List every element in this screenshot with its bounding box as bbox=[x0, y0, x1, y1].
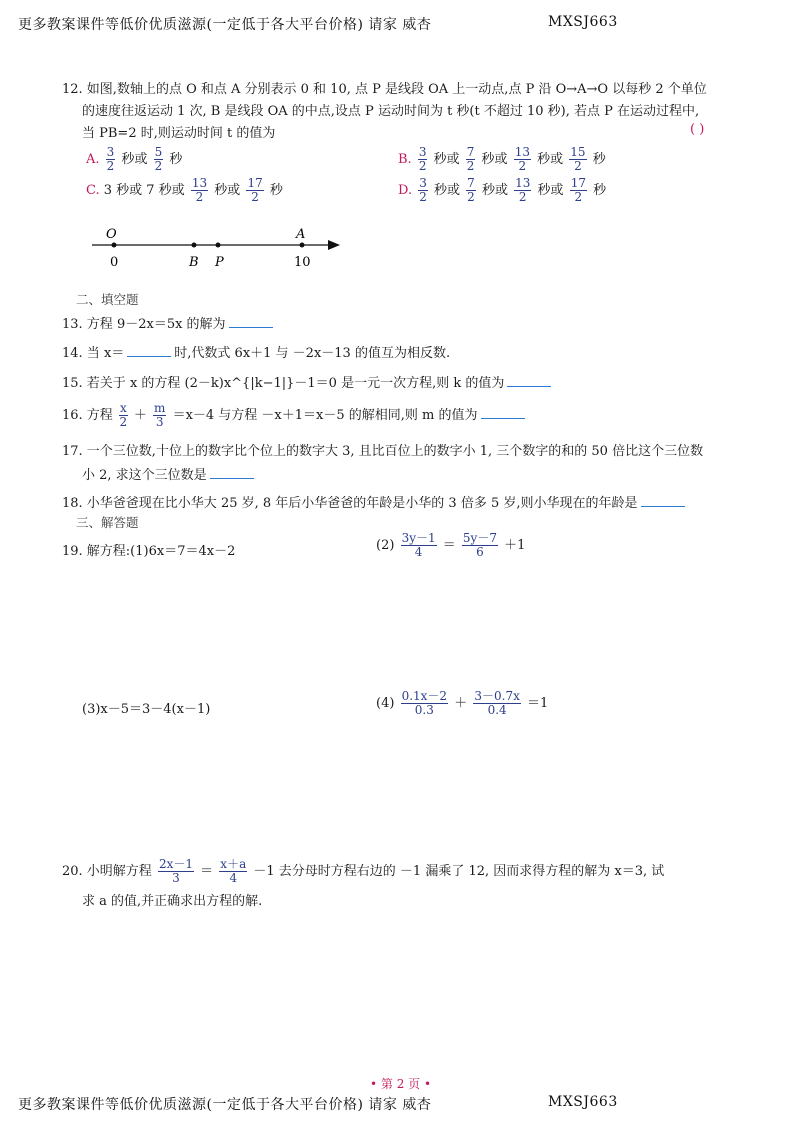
fraction: $\frac{m}{3}$ bbox=[154, 401, 166, 429]
option-c-label: C. bbox=[86, 183, 100, 198]
fraction: $\frac{x}{2}$ bbox=[119, 401, 128, 429]
point-a bbox=[300, 243, 305, 248]
q19-part3: (3)x－5＝3－4(x－1) bbox=[82, 702, 211, 717]
header-code: MXSJ663 bbox=[548, 14, 618, 30]
footer-code: MXSJ663 bbox=[548, 1094, 618, 1110]
q12-line2: 的速度往返运动 1 次, B 是线段 OA 的中点,设点 P 运动时间为 t 秒(t 不超过 10 秒), 若点 P 在运动过程中, bbox=[82, 104, 700, 119]
fraction: $\frac{2x-1}{3}$ bbox=[158, 857, 193, 885]
answer-blank[interactable] bbox=[507, 376, 551, 387]
q20-line2: 求 a 的值,并正确求出方程的解. bbox=[82, 894, 263, 909]
arrow-head bbox=[328, 240, 340, 250]
fraction: $\frac{13}{2}$ bbox=[191, 176, 208, 204]
q19-part4: (4) $\frac{0.1x-2}{0.3}$ ＋ $\frac{3-0.7x}{0.4}$ ＝1 bbox=[376, 689, 549, 717]
point-o bbox=[112, 243, 117, 248]
fraction: $\frac{7}{2}$ bbox=[467, 176, 475, 204]
label-p: P bbox=[215, 255, 224, 270]
q12-answer-paren: ( ) bbox=[690, 122, 705, 137]
fraction: $\frac{3}{2}$ bbox=[106, 145, 115, 173]
section-fill-in: 二、填空题 bbox=[76, 292, 139, 307]
q16: 16. 方程 $\frac{x}{2}$ ＋ $\frac{m}{3}$ ＝x－4 与方程 －x＋1＝x－5 的解相同,则 m 的值为 bbox=[62, 402, 528, 429]
q17-line1: 17. 一个三位数,十位上的数字比个位上的数字大 3, 且比百位上的数字小 1, 三个数字的和的 50 倍比这个三位数 bbox=[62, 444, 704, 459]
footer-text: 更多教案课件等低价优质滋源(一定低于各大平台价格) 请家 威杏 bbox=[18, 1097, 432, 1113]
fraction: $\frac{17}{2}$ bbox=[247, 176, 263, 204]
answer-blank[interactable] bbox=[127, 346, 171, 357]
fraction: $\frac{13}{2}$ bbox=[514, 145, 530, 173]
q18: 18. 小华爸爸现在比小华大 25 岁, 8 年后小华爸爸的年龄是小华的 3 倍多 5 岁,则小华现在的年龄是 bbox=[62, 492, 688, 511]
option-d: D. $\frac{3}{2}$ 秒或 $\frac{7}{2}$ 秒或 $\frac{13}{2}$ 秒或 $\frac{17}{2}$ 秒 bbox=[398, 176, 607, 204]
q19-part1: 19. 解方程:(1)6x＝7＝4x－2 bbox=[62, 544, 236, 559]
label-o: O bbox=[106, 227, 117, 242]
fraction: $\frac{5y-7}{6}$ bbox=[462, 531, 497, 559]
label-b: B bbox=[189, 255, 199, 270]
fraction: $\frac{15}{2}$ bbox=[570, 145, 586, 173]
option-a-label: A. bbox=[86, 152, 100, 167]
q12-line3: 当 PB=2 时,则运动时间 t 的值为 bbox=[82, 126, 276, 141]
fraction: $\frac{3y-1}{4}$ bbox=[401, 531, 436, 559]
label-zero: 0 bbox=[110, 255, 119, 270]
q19-part2: (2) $\frac{3y-1}{4}$ ＝ $\frac{5y-7}{6}$ ＋1 bbox=[376, 531, 526, 559]
number-line-diagram bbox=[88, 222, 348, 272]
q14: 14. 当 x＝ 时,代数式 6x＋1 与 －2x－13 的值互为相反数. bbox=[62, 346, 451, 361]
fraction: $\frac{x+a}{4}$ bbox=[220, 857, 247, 885]
q12-line1: 12. 如图,数轴上的点 O 和点 A 分别表示 0 和 10, 点 P 是线段 OA 上一动点,点 P 沿 O→A→O 以每秒 2 个单位 bbox=[62, 82, 707, 97]
q17-line2: 小 2, 求这个三位数是 bbox=[82, 464, 257, 483]
section-solve: 三、解答题 bbox=[76, 515, 139, 530]
option-b-label: B. bbox=[398, 152, 412, 167]
option-d-label: D. bbox=[398, 183, 413, 198]
fraction: $\frac{13}{2}$ bbox=[515, 176, 531, 204]
page-number: • 第 2 页 • bbox=[370, 1077, 432, 1091]
q13: 13. 方程 9－2x＝5x 的解为 bbox=[62, 313, 276, 332]
fraction: $\frac{3}{2}$ bbox=[419, 176, 427, 204]
label-ten: 10 bbox=[294, 255, 311, 270]
option-b: B. $\frac{3}{2}$ 秒或 $\frac{7}{2}$ 秒或 $\frac{13}{2}$ 秒或 $\frac{15}{2}$ 秒 bbox=[398, 145, 606, 173]
option-c: C. 3 秒或 7 秒或 $\frac{13}{2}$ 秒或 $\frac{17}{2}$ 秒 bbox=[86, 176, 283, 204]
q20-line1: 20. 小明解方程 $\frac{2x-1}{3}$ ＝ $\frac{x+a}{4}$ －1 去分母时方程右边的 －1 漏乘了 12, 因而求得方程的解为 x＝3, 试 bbox=[62, 857, 665, 885]
fraction: $\frac{7}{2}$ bbox=[466, 145, 475, 173]
q15: 15. 若关于 x 的方程 (2－k)x^{|k−1|}－1＝0 是一元一次方程,则 k 的值为 bbox=[62, 372, 554, 391]
fraction: $\frac{5}{2}$ bbox=[154, 145, 163, 173]
fraction: $\frac{17}{2}$ bbox=[570, 176, 586, 204]
point-b bbox=[192, 243, 197, 248]
answer-blank[interactable] bbox=[229, 317, 273, 328]
point-p bbox=[216, 243, 221, 248]
header-text: 更多教案课件等低价优质滋源(一定低于各大平台价格) 请家 威杏 bbox=[18, 17, 432, 33]
fraction: $\frac{3}{2}$ bbox=[418, 145, 427, 173]
answer-blank[interactable] bbox=[481, 408, 525, 419]
option-a: A. $\frac{3}{2}$ 秒或 $\frac{5}{2}$ 秒 bbox=[86, 145, 183, 173]
answer-blank[interactable] bbox=[641, 496, 685, 507]
label-a: A bbox=[296, 227, 306, 242]
fraction: $\frac{0.1x-2}{0.3}$ bbox=[401, 689, 448, 717]
fraction: $\frac{3-0.7x}{0.4}$ bbox=[474, 689, 520, 717]
answer-blank[interactable] bbox=[210, 468, 254, 479]
